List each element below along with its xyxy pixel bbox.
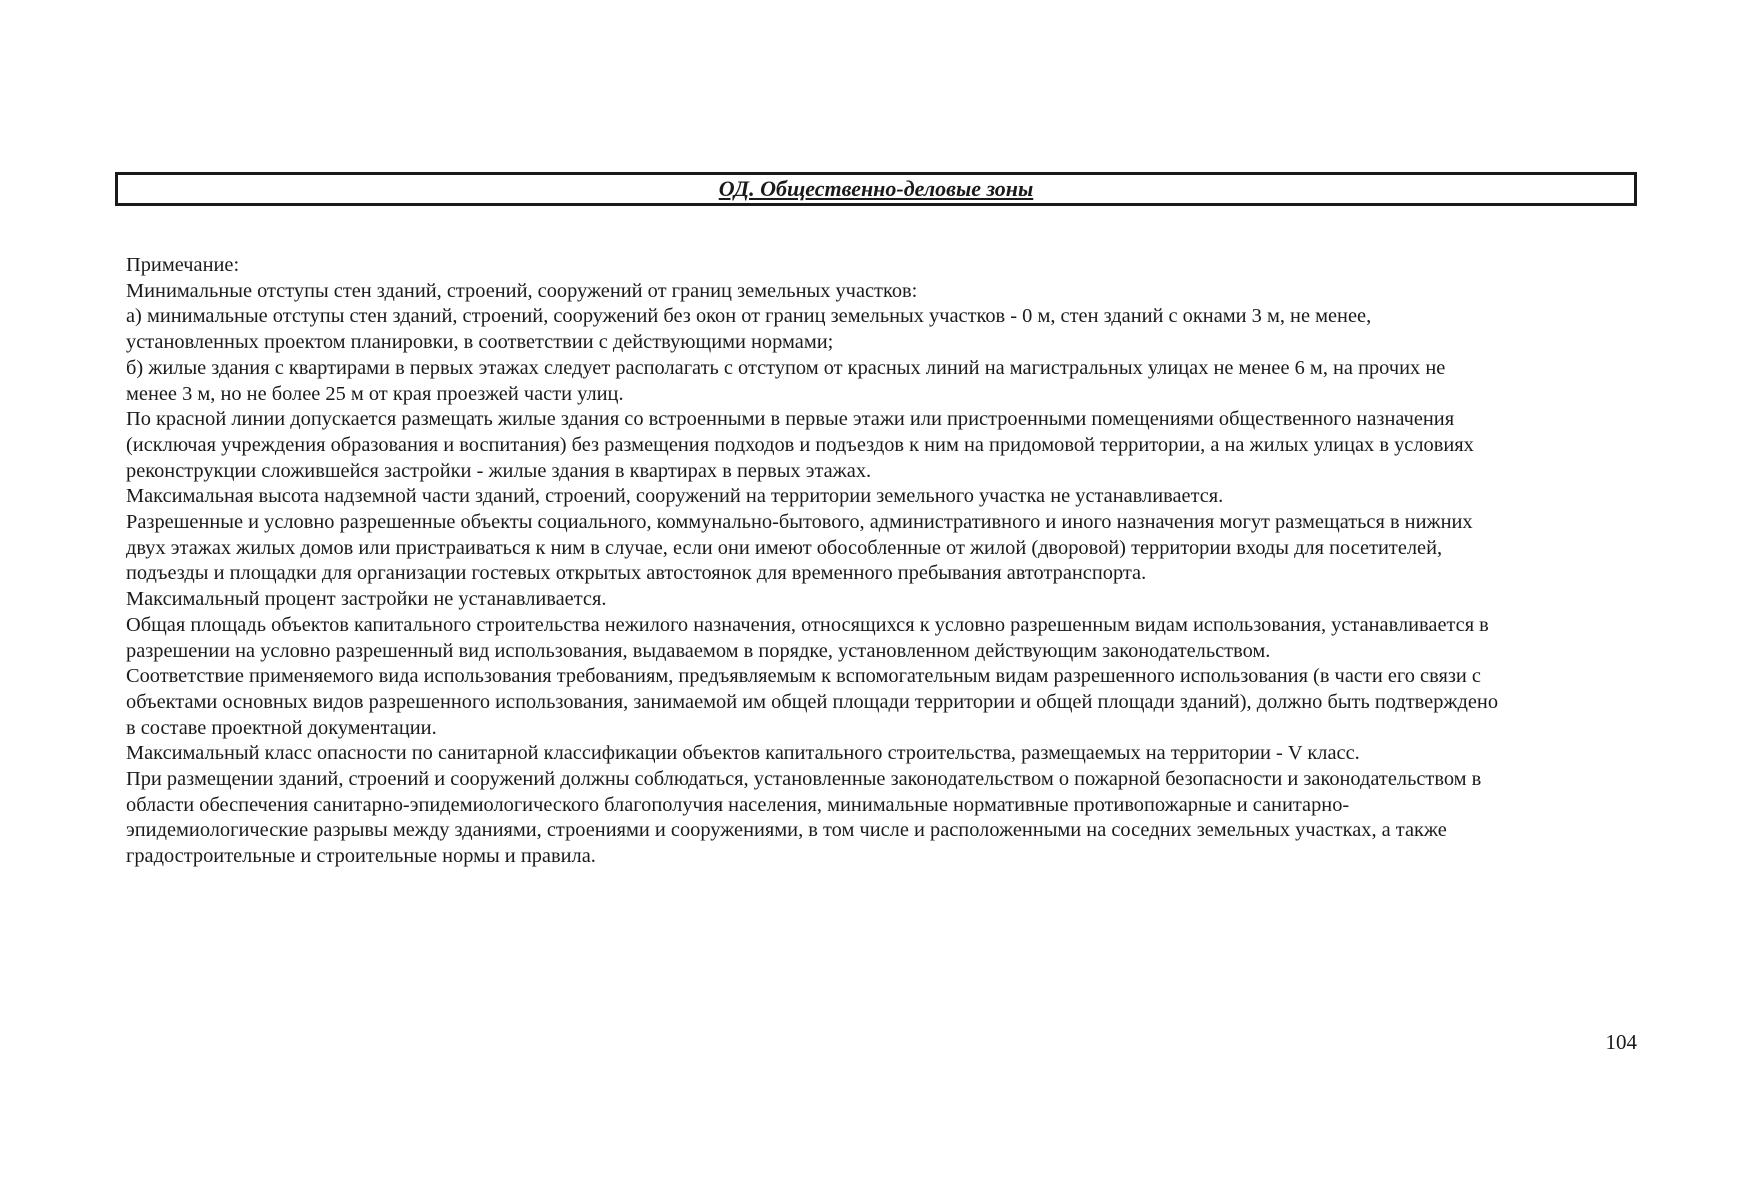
note-line: подъезды и площадки для организации гостевых открытых автостоянок для временного пребывания автотранспорта.	[126, 562, 1147, 585]
note-line: разрешении на условно разрешенный вид использования, выдаваемом в порядке, установленном действующим законодательством.	[126, 639, 1271, 662]
note-line: а) минимальные отступы стен зданий, строений, сооружений без окон от границ земельных участков - 0 м, стен зданий с окнами 3 м, не менее,	[126, 305, 1372, 328]
note-line: Максимальная высота надземной части зданий, строений, сооружений на территории земельного участка не устанавливается.	[126, 485, 1224, 508]
note-line: (исключая учреждения образования и воспитания) без размещения подходов и подъездов к ним на придомовой территории, а на жилых улицах в условиях	[126, 433, 1474, 456]
note-line: установленных проектом планировки, в соответствии с действующими нормами;	[126, 331, 834, 354]
section-title-box	[115, 172, 1637, 206]
section-title: ОД. Общественно-деловые зоны	[718, 176, 1034, 201]
note-line: Соответствие применяемого вида использования требованиям, предъявляемым к вспомогательным видам разрешенного использования (в части его связи с	[126, 665, 1481, 688]
note-line: Максимальный процент застройки не устанавливается.	[126, 588, 607, 611]
note-line: Примечание:	[126, 254, 240, 276]
page-number: 104	[1605, 1030, 1637, 1054]
note-line: области обеспечения санитарно-эпидемиологического благополучия населения, минимальные нормативные противопожарные и санитарно-	[126, 793, 1350, 816]
note-line: Общая площадь объектов капитального строительства нежилого назначения, относящихся к условно разрешенным видам использования, устанавливается в	[126, 613, 1489, 636]
note-line: в составе проектной документации.	[126, 716, 437, 739]
note-line: Минимальные отступы стен зданий, строений, сооружений от границ земельных участков:	[126, 279, 918, 302]
note-line: Максимальный класс опасности по санитарной классификации объектов капитального строительства, размещаемых на территории - V класс.	[126, 742, 1360, 765]
note-line: объектами основных видов разрешенного использования, занимаемой им общей площади территории и общей площади зданий), должно быть подтверждено	[126, 690, 1499, 713]
note-line: б) жилые здания с квартирами в первых этажах следует располагать с отступом от красных линий на магистральных улицах не менее 6 м, на прочих не	[126, 356, 1446, 379]
note-line: При размещении зданий, строений и сооружений должны соблюдаться, установленные законодательством о пожарной безопасности и законодательством в	[126, 768, 1482, 791]
note-line: Разрешенные и условно разрешенные объекты социального, коммунально-бытового, административного и иного назначения могут размещаться в нижних	[126, 511, 1473, 534]
note-line: градостроительные и строительные нормы и правила.	[126, 845, 596, 868]
note-block	[126, 253, 1646, 870]
note-line: реконструкции сложившейся застройки - жилые здания в квартирах в первых этажах.	[126, 459, 872, 482]
note-line: менее 3 м, но не более 25 м от края проезжей части улиц.	[126, 382, 624, 405]
note-line: эпидемиологические разрывы между зданиями, строениями и сооружениями, в том числе и расположенными на соседних земельных участках, а также	[126, 819, 1447, 842]
note-line: По красной линии допускается размещать жилые здания со встроенными в первые этажи или пристроенными помещениями общественного назначения	[126, 408, 1455, 431]
note-line: двух этажах жилых домов или пристраиваться к ним в случае, если они имеют обособленные от жилой (дворовой) территории входы для посетителей,	[126, 536, 1443, 559]
